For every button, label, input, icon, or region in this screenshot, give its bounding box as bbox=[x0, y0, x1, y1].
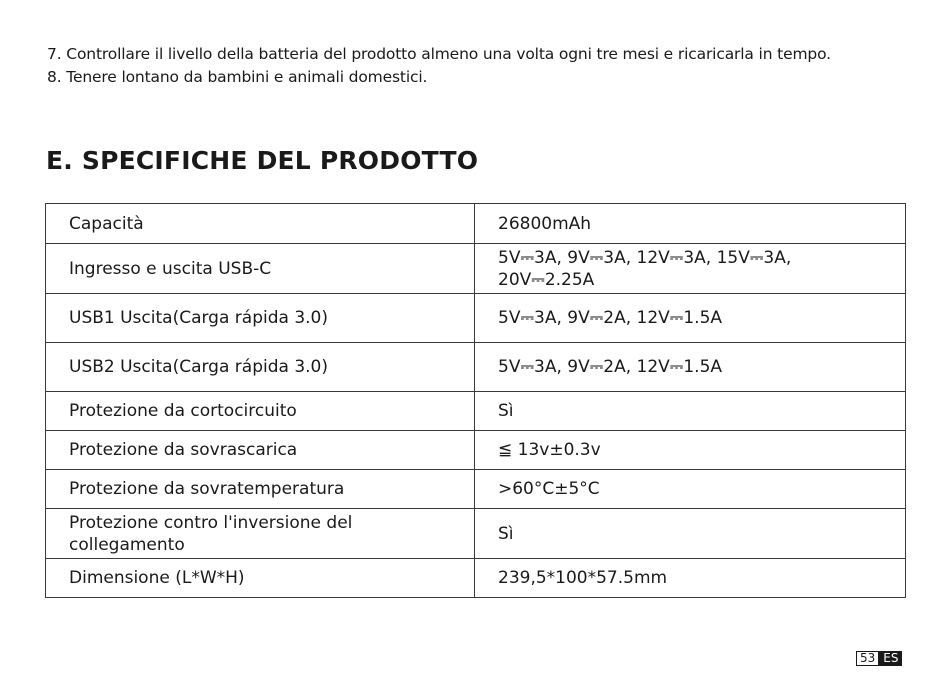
spec-value: ≦ 13v±0.3v bbox=[475, 431, 906, 470]
spec-label-line: collegamento bbox=[69, 534, 185, 555]
spec-value: 26800mAh bbox=[475, 204, 906, 244]
spec-value: 5V⎓3A, 9V⎓2A, 12V⎓1.5A bbox=[475, 343, 906, 392]
spec-value: Sì bbox=[475, 509, 906, 559]
spec-label bbox=[46, 509, 475, 559]
table-row bbox=[46, 431, 906, 470]
spec-value-line: 20V⎓2.25A bbox=[498, 269, 595, 290]
spec-value: 5V⎓3A, 9V⎓2A, 12V⎓1.5A bbox=[475, 294, 906, 343]
table-row bbox=[46, 343, 906, 392]
spec-label: USB2 Uscita(Carga rápida 3.0) bbox=[46, 343, 475, 392]
spec-label: Protezione da sovrascarica bbox=[46, 431, 475, 470]
spec-label: Capacità bbox=[46, 204, 475, 244]
page-badge bbox=[856, 651, 902, 666]
spec-label: Dimensione (L*W*H) bbox=[46, 559, 475, 598]
section-title: E. SPECIFICHE DEL PRODOTTO bbox=[46, 146, 479, 175]
table-row bbox=[46, 392, 906, 431]
spec-label: Protezione da cortocircuito bbox=[46, 392, 475, 431]
spec-label-line: Protezione contro l'inversione del bbox=[69, 512, 353, 533]
table-row bbox=[46, 294, 906, 343]
precaution-7: 7. Controllare il livello della batteria del prodotto almeno una volta ogni tre mesi e ricaricarla in tempo. bbox=[47, 45, 831, 63]
precaution-8: 8. Tenere lontano da bambini e animali domestici. bbox=[47, 68, 428, 86]
table-row bbox=[46, 470, 906, 509]
precautions-list bbox=[47, 43, 927, 89]
table-row bbox=[46, 244, 906, 294]
page-number: 53 bbox=[856, 651, 879, 666]
spec-value: Sì bbox=[475, 392, 906, 431]
specifications-table bbox=[45, 203, 906, 598]
table-row bbox=[46, 204, 906, 244]
table-row bbox=[46, 509, 906, 559]
spec-value bbox=[475, 244, 906, 294]
spec-label: Protezione da sovratemperatura bbox=[46, 470, 475, 509]
spec-value: >60°C±5°C bbox=[475, 470, 906, 509]
spec-value-line: 5V⎓3A, 9V⎓3A, 12V⎓3A, 15V⎓3A, bbox=[498, 247, 792, 268]
spec-value: 239,5*100*57.5mm bbox=[475, 559, 906, 598]
table-row bbox=[46, 559, 906, 598]
language-tag: ES bbox=[879, 651, 902, 666]
spec-label: USB1 Uscita(Carga rápida 3.0) bbox=[46, 294, 475, 343]
spec-label: Ingresso e uscita USB-C bbox=[46, 244, 475, 294]
